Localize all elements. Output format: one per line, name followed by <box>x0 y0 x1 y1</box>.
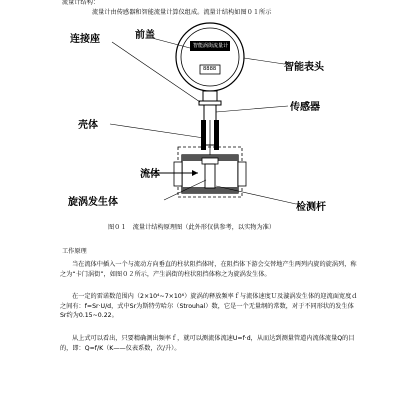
display-screen-value: 8888 <box>203 66 217 72</box>
connector-neck <box>203 91 217 101</box>
housing-right-hatch <box>214 120 219 150</box>
principle-paragraph-3: 从上式可以看出，只要精确测出频率ｆ，就可以测流体流速U=f·d，从而达到测量管道内流体流量Q的目的，即：Q=f/K（K——仪表系数，次/升）。 <box>60 335 355 352</box>
swirl-generator-body <box>205 164 215 188</box>
label-housing: 壳体 <box>78 120 98 131</box>
label-smart-head: 智能表头 <box>284 62 324 73</box>
label-fluid: 流体 <box>140 169 160 180</box>
intro-text: 流量计由传感器和智能流量计算仪组成。流量计结构如图０１所示 <box>92 9 272 16</box>
label-front-cover: 前盖 <box>135 30 155 41</box>
smart-head-outline <box>176 23 244 91</box>
sensor-seat <box>202 158 218 164</box>
figure-caption: 图０１ 流量计结构原理图（此外形仅供参考，以实物为准） <box>108 224 276 231</box>
housing-left-hatch <box>201 120 206 150</box>
label-swirl-generator: 旋涡发生体 <box>68 197 118 208</box>
label-connector: 连接座 <box>70 34 100 45</box>
principle-paragraph-2: 在一定的雷诺数范围内（2×10⁴~7×10⁶）旋涡的释放频率ｆ与流体速度Ｕ及漩涡发生体的迎流面宽度ｄ之间有：f=Sr·U/d，式中Sr为斯特劳哈尔（Strouhal）数，它是一个无量纲的常数，对于不同形状的发生体Sr约为0.15~0.22。 <box>60 293 358 319</box>
principle-title: 工作原理 <box>62 248 87 255</box>
principle-paragraph-1: 当在流体中插入一个与流动方向垂直的柱状阻挡体时，在阻挡体下游会交替地产生两列内旋的旋涡列，称之为“卡门涡街”，如图０２所示，产生涡街的柱状阻挡体称之为旋涡发生体。 <box>60 261 357 278</box>
label-sensor: 传感器 <box>290 102 320 113</box>
connector-flange <box>199 101 221 105</box>
display-label: 智能涡街流量计 <box>193 43 229 49</box>
section-title: 流量计结构： <box>62 0 100 6</box>
label-detect-rod: 检测杆 <box>296 202 326 213</box>
